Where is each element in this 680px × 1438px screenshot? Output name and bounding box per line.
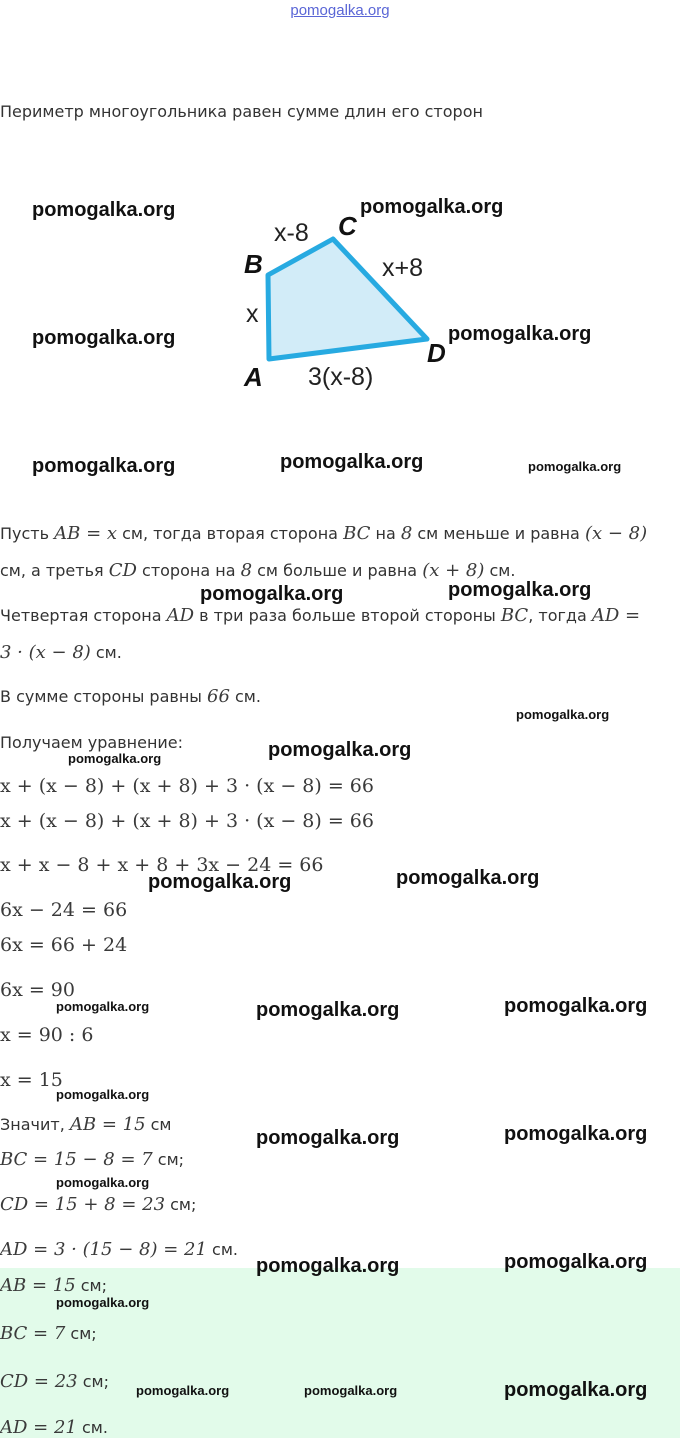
watermark: pomogalka.org xyxy=(136,1383,230,1398)
equation-4: 6x − 24 = 66 xyxy=(0,899,128,921)
side-ab-label: x xyxy=(246,300,259,328)
equation-1: x + (x − 8) + (x + 8) + 3 · (x − 8) = 66 xyxy=(0,775,374,797)
watermark: pomogalka.org xyxy=(148,871,292,893)
paragraph-1-line-1: Пусть AB = x см, тогда вторая сторона BC на 8 см меньше и равна (x − 8) xyxy=(0,523,648,544)
watermark: pomogalka.org xyxy=(528,459,622,474)
paragraph-4: Получаем уравнение: xyxy=(0,733,184,752)
vertex-a-label: A xyxy=(244,362,263,392)
watermark: pomogalka.org xyxy=(32,327,176,349)
watermark: pomogalka.org xyxy=(504,1123,648,1145)
equation-5: 6x = 66 + 24 xyxy=(0,934,128,956)
quadrilateral-figure xyxy=(230,200,450,400)
watermark: pomogalka.org xyxy=(256,1127,400,1149)
side-cd-label: x+8 xyxy=(382,254,424,282)
intro-text: Периметр многоугольника равен сумме длин его сторон xyxy=(0,102,483,121)
equation-3: x + x − 8 + x + 8 + 3x − 24 = 66 xyxy=(0,854,324,876)
answer-bc: BC = 7 см; xyxy=(0,1323,97,1344)
paragraph-2-line-2: 3 · (x − 8) см. xyxy=(0,642,122,663)
watermark: pomogalka.org xyxy=(280,451,424,473)
result-ad: AD = 3 · (15 − 8) = 21 см. xyxy=(0,1239,238,1260)
watermark: pomogalka.org xyxy=(256,1255,400,1277)
watermark: pomogalka.org xyxy=(200,583,344,605)
watermark: pomogalka.org xyxy=(32,199,176,221)
vertex-b-label: B xyxy=(244,249,263,279)
equation-8: x = 15 xyxy=(0,1069,63,1091)
paragraph-3: В сумме стороны равны 66 см. xyxy=(0,686,261,707)
paragraph-2-line-1: Четвертая сторона AD в три раза больше второй стороны BC, тогда AD = xyxy=(0,605,641,626)
side-ad-label: 3(x-8) xyxy=(308,363,374,391)
watermark: pomogalka.org xyxy=(56,1295,150,1310)
watermark: pomogalka.org xyxy=(448,579,592,601)
vertex-d-label: D xyxy=(427,338,446,368)
site-link[interactable]: pomogalka.org xyxy=(290,2,390,19)
watermark: pomogalka.org xyxy=(516,707,610,722)
answer-ad: AD = 21 см. xyxy=(0,1417,108,1438)
watermark: pomogalka.org xyxy=(32,455,176,477)
watermark: pomogalka.org xyxy=(256,999,400,1021)
paragraph-1-line-2: см, а третья CD сторона на 8 см больше и равна (x + 8) см. xyxy=(0,560,516,581)
watermark: pomogalka.org xyxy=(268,739,412,761)
answer-cd: CD = 23 см; xyxy=(0,1371,109,1392)
equation-2: x + (x − 8) + (x + 8) + 3 · (x − 8) = 66 xyxy=(0,810,374,832)
answer-ab: AB = 15 см; xyxy=(0,1275,107,1296)
watermark: pomogalka.org xyxy=(56,1087,150,1102)
watermark: pomogalka.org xyxy=(68,751,162,766)
result-bc: BC = 15 − 8 = 7 см; xyxy=(0,1149,185,1170)
watermark: pomogalka.org xyxy=(56,1175,150,1190)
watermark: pomogalka.org xyxy=(360,196,504,218)
watermark: pomogalka.org xyxy=(396,867,540,889)
watermark: pomogalka.org xyxy=(504,995,648,1017)
watermark: pomogalka.org xyxy=(504,1379,648,1401)
result-cd: CD = 15 + 8 = 23 см; xyxy=(0,1194,197,1215)
result-ab: Значит, AB = 15 см xyxy=(0,1114,172,1135)
watermark: pomogalka.org xyxy=(504,1251,648,1273)
side-bc-label: x-8 xyxy=(274,219,309,247)
equation-7: x = 90 : 6 xyxy=(0,1024,94,1046)
equation-6: 6x = 90 xyxy=(0,979,75,1001)
vertex-c-label: C xyxy=(338,211,357,241)
watermark: pomogalka.org xyxy=(56,999,150,1014)
watermark: pomogalka.org xyxy=(304,1383,398,1398)
watermark: pomogalka.org xyxy=(448,323,592,345)
